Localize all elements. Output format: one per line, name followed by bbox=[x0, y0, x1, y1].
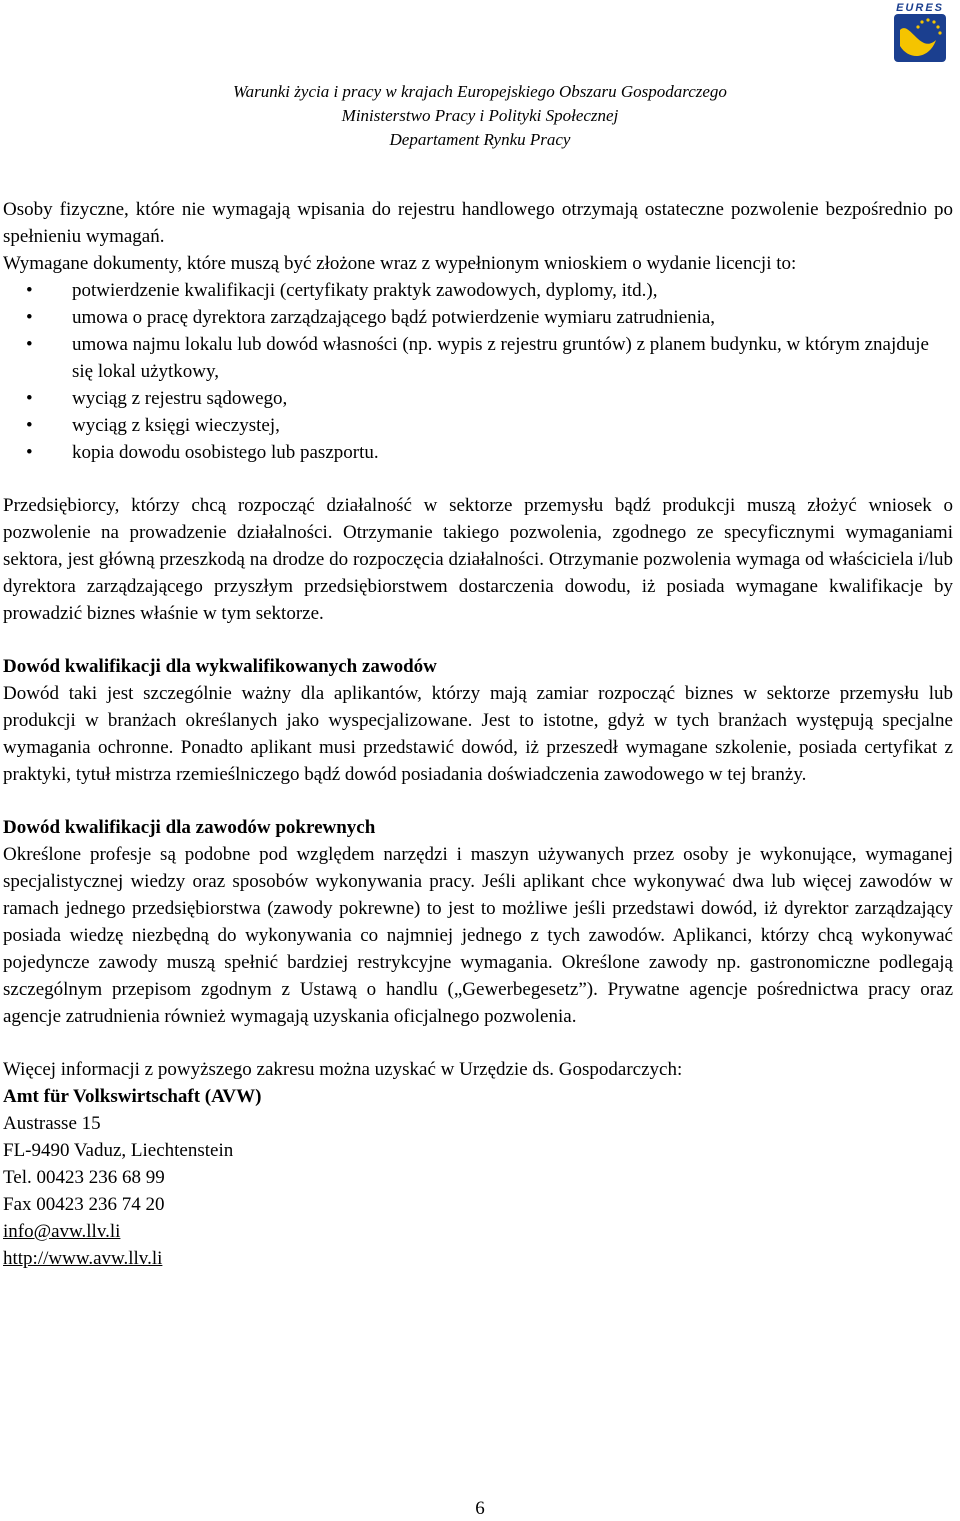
list-item: • potwierdzenie kwalifikacji (certyfikaty praktyk zawodowych, dyplomy, itd.), bbox=[3, 277, 953, 304]
header-line-1: Warunki życia i pracy w krajach Europejskiego Obszaru Gospodarczego bbox=[233, 82, 727, 101]
contact-fax: Fax 00423 236 74 20 bbox=[3, 1194, 165, 1215]
paragraph-2: Wymagane dokumenty, które muszą być złożone wraz z wypełnionym wnioskiem o wydanie licencji to: bbox=[3, 253, 797, 274]
document-body bbox=[3, 196, 953, 1272]
page-number: 6 bbox=[475, 1498, 485, 1519]
website-link[interactable]: http://www.avw.llv.li bbox=[3, 1248, 163, 1269]
contact-name: Amt für Volkswirtschaft (AVW) bbox=[3, 1086, 262, 1107]
list-item: • kopia dowodu osobistego lub paszportu. bbox=[3, 439, 953, 466]
paragraph-5: Określone profesje są podobne pod względem narzędzi i maszyn używanych przez osoby je wykonujące, wymaganej specjalistycznej wiedzy oraz sposobów wykonywania pracy. Jeśli aplikant chce wykonywać dwa lub więcej zawodów w ramach jednego przedsiębiorstwa (zawody pokrewne) to jest to możliwe jeśli przedstawi dowód, iż dyrektor zarządzający posiada wiedzę niezbędną do wykonywania co najmniej jednego z tych zawodów. Aplikanci, którzy chcą wykonywać pojedyncze zawody muszą spełnić bardziej restrykcyjne wymagania. Określone zawody np. gastronomiczne podlegają szczególnym przepisom zgodnym z Ustawą o handlu („Gewerbegesetz”). Prywatne agencje pośrednictwa pracy oraz agencje zatrudnienia również wymagają uzyskania oficjalnego pozwolenia. bbox=[3, 844, 953, 1027]
email-link[interactable]: info@avw.llv.li bbox=[3, 1221, 121, 1242]
list-item: • wyciąg z rejestru sądowego, bbox=[3, 385, 953, 412]
paragraph-3: Przedsiębiorcy, którzy chcą rozpocząć działalność w sektorze przemysłu bądź produkcji muszą złożyć wniosek o pozwolenie na prowadzenie działalności. Otrzymanie takiego pozwolenia, zgodnego ze specyficznymi wymaganiami sektora, jest główną przeszkodą na drodze do rozpoczęcia działalności. Otrzymanie pozwolenia wymaga od właściciela i/lub dyrektora zarządzającego przyszłym przedsiębiorstwem dostarczenia dowodu, iż posiada wymagane kwalifikacje by prowadzić biznes właśnie w tym sektorze. bbox=[3, 495, 953, 624]
list-item: • umowa najmu lokalu lub dowód własności (np. wypis z rejestru gruntów) z planem budynku, w którym znajduje się lokal użytkowy, bbox=[3, 331, 953, 385]
paragraph-1: Osoby fizyczne, które nie wymagają wpisania do rejestru handlowego otrzymają ostateczne pozwolenie bezpośrednio po spełnieniu wymagań. bbox=[3, 199, 953, 247]
contact-tel: Tel. 00423 236 68 99 bbox=[3, 1167, 165, 1188]
list-item: • umowa o pracę dyrektora zarządzającego bądź potwierdzenie wymiaru zatrudnienia, bbox=[3, 304, 953, 331]
section-heading-related: Dowód kwalifikacji dla zawodów pokrewnych bbox=[3, 817, 376, 838]
paragraph-4: Dowód taki jest szczególnie ważny dla aplikantów, którzy mają zamiar rozpocząć biznes w sektorze przemysłu lub produkcji w branżach określanych jako wyspecjalizowane. Jest to istotne, gdyż w tych branżach występują specjalne wymagania ochronne. Ponadto aplikant musi przedstawić dowód, iż przeszedł wymagane szkolenie, posiada certyfikat z praktyki, tytuł mistrza rzemieślniczego bądź dowód posiadania doświadczenia zawodowego w tej branży. bbox=[3, 683, 953, 785]
contact-intro: Więcej informacji z powyższego zakresu można uzyskać w Urzędzie ds. Gospodarczych: bbox=[3, 1059, 683, 1080]
logo-text: EURES bbox=[896, 2, 944, 14]
document-header bbox=[0, 80, 960, 152]
contact-street: Austrasse 15 bbox=[3, 1113, 101, 1134]
section-heading-skilled: Dowód kwalifikacji dla wykwalifikowanych zawodów bbox=[3, 656, 437, 677]
list-item: • wyciąg z księgi wieczystej, bbox=[3, 412, 953, 439]
contact-city: FL-9490 Vaduz, Liechtenstein bbox=[3, 1140, 234, 1161]
required-documents-list bbox=[3, 277, 953, 466]
header-line-3: Departament Rynku Pracy bbox=[389, 130, 571, 149]
header-line-2: Ministerstwo Pracy i Polityki Społecznej bbox=[341, 106, 619, 125]
